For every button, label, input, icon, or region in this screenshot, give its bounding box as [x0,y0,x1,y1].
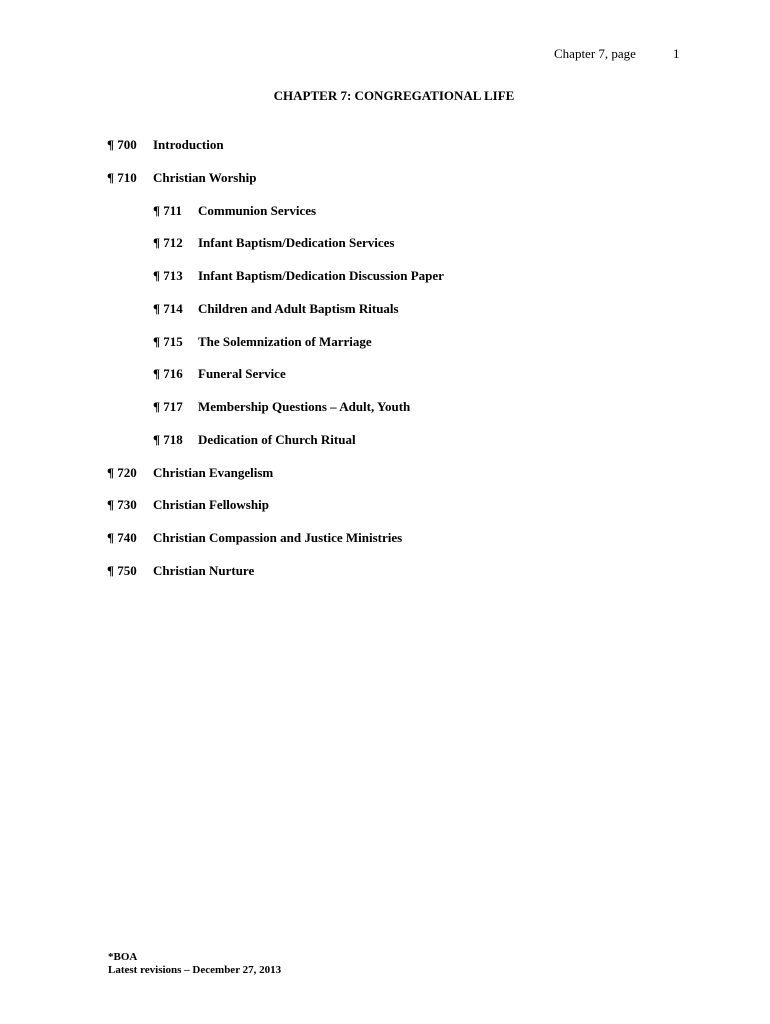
chapter-title: CHAPTER 7: CONGREGATIONAL LIFE [273,88,515,103]
toc-item-717 [0,399,770,432]
toc-item-715 [0,334,770,367]
toc-item-718 [0,432,770,465]
toc-item-title: Children and Adult Baptism Rituals [198,300,399,316]
toc-item-title: Christian Worship [153,169,257,185]
toc-item-title: Infant Baptism/Dedication Discussion Paper [198,268,444,283]
toc-item-730 [0,497,770,530]
toc-item-number: ¶ 713 [153,268,183,283]
toc-item-title: Infant Baptism/Dedication Services [198,235,395,251]
toc-item-title: Dedication of Church Ritual [198,431,356,447]
toc-item-714 [0,301,770,334]
toc-item-title: Christian Evangelism [153,464,274,480]
toc-item-title: The Solemnization of Marriage [198,333,372,349]
toc-item-750 [0,563,770,596]
toc-item-number: ¶ 720 [107,464,137,480]
header-page-number: 1 [673,46,680,61]
toc-item-713 [0,268,770,301]
toc-item-number: ¶ 750 [107,562,137,578]
toc-item-title: Introduction [153,137,224,152]
toc-item-number: ¶ 730 [107,497,137,513]
toc-item-title: Funeral Service [198,366,286,382]
toc-item-number: ¶ 715 [153,333,183,349]
toc-item-700 [0,137,770,170]
toc-item-number: ¶ 710 [107,169,137,185]
footer-revision-date: Latest revisions – December 27, 2013 [108,964,282,976]
toc-item-number: ¶ 711 [153,202,183,218]
header-page-label: Chapter 7, page [554,46,636,61]
toc-item-720 [0,465,770,498]
toc-item-number: ¶ 740 [107,530,137,545]
toc-item-title: Membership Questions – Adult, Youth [198,399,411,414]
toc-item-number: ¶ 714 [153,300,183,316]
toc-item-740 [0,530,770,563]
toc-item-number: ¶ 716 [153,366,183,382]
toc-item-716 [0,366,770,399]
toc-item-712 [0,235,770,268]
toc-item-711 [0,203,770,236]
toc-item-number: ¶ 718 [153,431,183,447]
toc-item-title: Christian Fellowship [153,497,269,513]
footer-boa: *BOA [108,951,138,963]
toc-item-number: ¶ 700 [107,137,137,152]
toc-item-title: Christian Compassion and Justice Ministries [153,530,403,545]
page-footer [108,951,281,977]
toc-item-title: Communion Services [198,202,317,218]
toc-item-number: ¶ 712 [153,235,183,251]
toc-item-number: ¶ 717 [153,399,183,414]
toc-item-710 [0,170,770,203]
toc-item-title: Christian Nurture [153,562,255,578]
table-of-contents [0,137,770,596]
